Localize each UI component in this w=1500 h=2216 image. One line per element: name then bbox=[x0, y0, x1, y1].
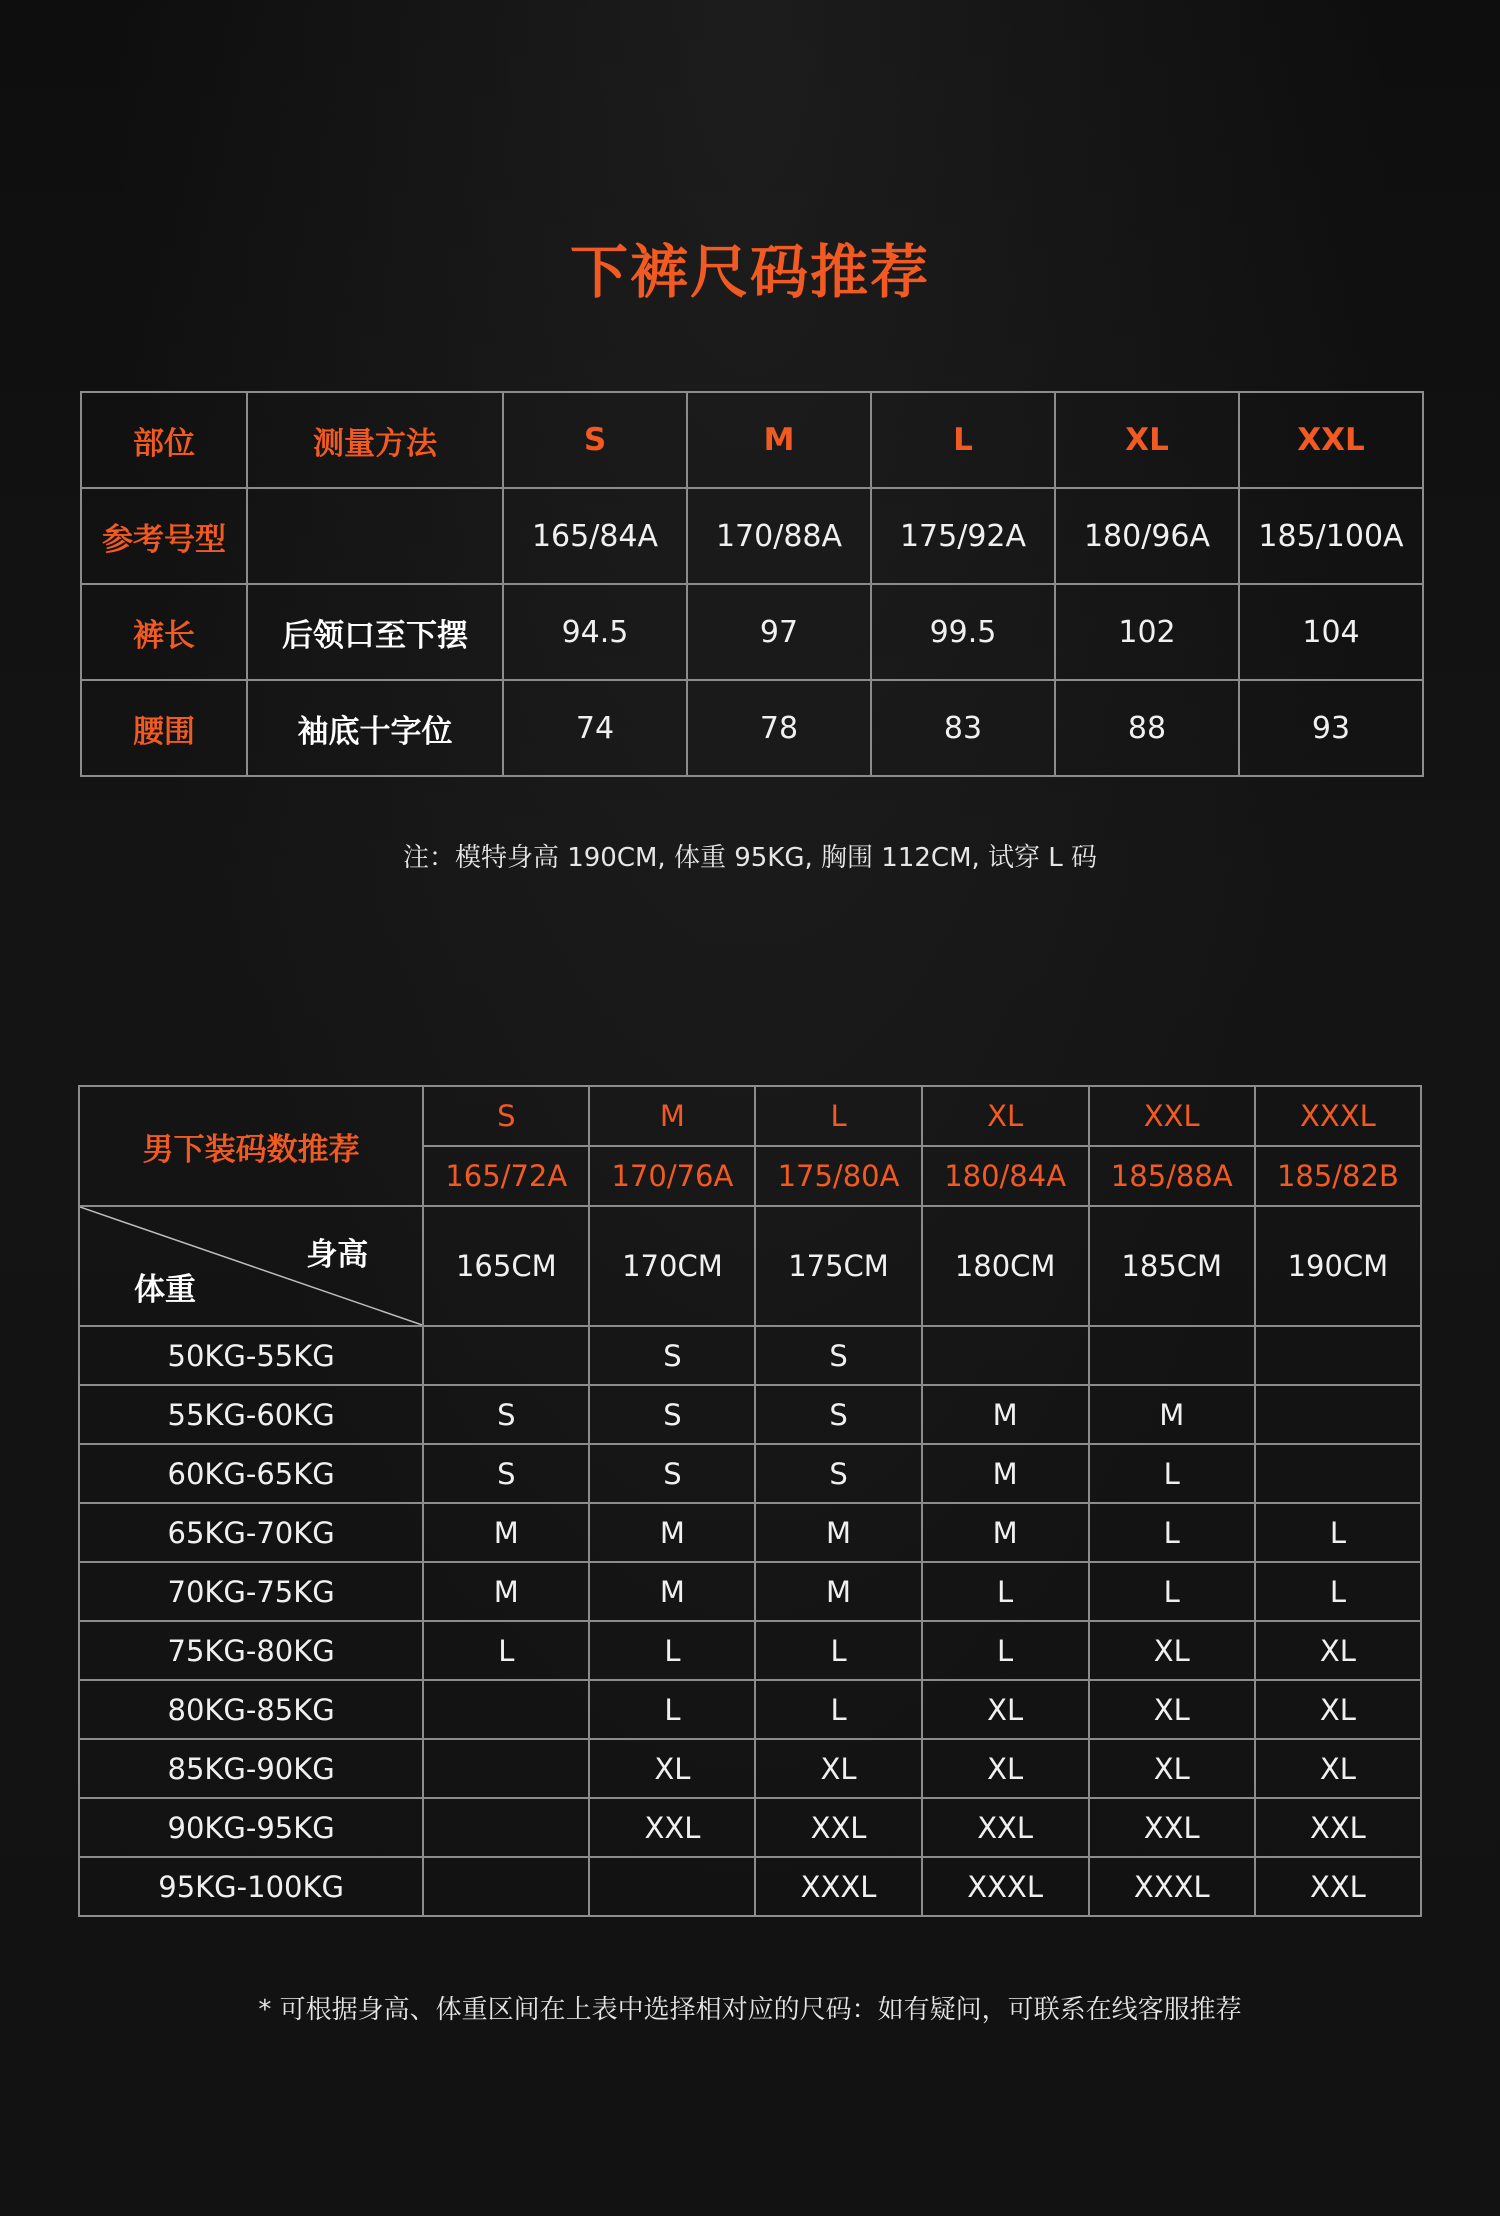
recommended-size-cell: L bbox=[1089, 1444, 1255, 1503]
table-cell: 102 bbox=[1055, 584, 1239, 680]
table-cell: 93 bbox=[1239, 680, 1423, 776]
recommend-title: 男下装码数推荐 bbox=[79, 1086, 423, 1206]
recommended-size-cell: M bbox=[922, 1444, 1089, 1503]
height-header: 180CM bbox=[922, 1206, 1089, 1326]
recommended-size-cell: S bbox=[755, 1326, 921, 1385]
recommended-size-cell: XL bbox=[589, 1739, 755, 1798]
recommended-size-cell bbox=[589, 1857, 755, 1916]
recommended-size-cell: XXL bbox=[755, 1798, 921, 1857]
height-header: 190CM bbox=[1255, 1206, 1421, 1326]
weight-range-label: 50KG-55KG bbox=[79, 1326, 423, 1385]
recommend-body bbox=[79, 1326, 1421, 1916]
weight-range-label: 95KG-100KG bbox=[79, 1857, 423, 1916]
recommended-size-cell: L bbox=[1255, 1503, 1421, 1562]
table-row bbox=[79, 1739, 1421, 1798]
code-header: 170/76A bbox=[589, 1146, 755, 1206]
recommended-size-cell: M bbox=[423, 1562, 589, 1621]
recommended-size-cell: L bbox=[922, 1621, 1089, 1680]
size-header-row bbox=[79, 1086, 1421, 1146]
table-cell: 97 bbox=[687, 584, 871, 680]
header-size: S bbox=[503, 392, 687, 488]
measurement-table bbox=[80, 391, 1424, 777]
row-label: 腰围 bbox=[81, 680, 247, 776]
header-size: L bbox=[871, 392, 1055, 488]
code-header: 185/82B bbox=[1255, 1146, 1421, 1206]
recommended-size-cell: S bbox=[755, 1444, 921, 1503]
recommended-size-cell: S bbox=[589, 1326, 755, 1385]
table-cell: 175/92A bbox=[871, 488, 1055, 584]
recommended-size-cell: M bbox=[755, 1562, 921, 1621]
recommended-size-cell: XXL bbox=[922, 1798, 1089, 1857]
recommended-size-cell: XXXL bbox=[922, 1857, 1089, 1916]
weight-range-label: 75KG-80KG bbox=[79, 1621, 423, 1680]
weight-range-label: 65KG-70KG bbox=[79, 1503, 423, 1562]
recommended-size-cell: L bbox=[589, 1621, 755, 1680]
recommended-size-cell: XXXL bbox=[755, 1857, 921, 1916]
recommended-size-cell bbox=[922, 1326, 1089, 1385]
recommended-size-cell: XL bbox=[1089, 1621, 1255, 1680]
recommended-size-cell: M bbox=[423, 1503, 589, 1562]
height-header-row bbox=[79, 1206, 1421, 1326]
recommended-size-cell: XL bbox=[1255, 1739, 1421, 1798]
row-method bbox=[247, 488, 503, 584]
recommended-size-cell: L bbox=[1089, 1562, 1255, 1621]
table-row bbox=[81, 584, 1423, 680]
table-row bbox=[81, 680, 1423, 776]
recommended-size-cell: XXL bbox=[1255, 1798, 1421, 1857]
recommended-size-cell: M bbox=[922, 1385, 1089, 1444]
recommended-size-cell bbox=[423, 1326, 589, 1385]
height-header: 170CM bbox=[589, 1206, 755, 1326]
table-row bbox=[79, 1562, 1421, 1621]
table-cell: 83 bbox=[871, 680, 1055, 776]
bottom-note: * 可根据身高、体重区间在上表中选择相对应的尺码：如有疑问，可联系在线客服推荐 bbox=[258, 1995, 1242, 2025]
code-header: 180/84A bbox=[922, 1146, 1089, 1206]
recommended-size-cell bbox=[1255, 1326, 1421, 1385]
table-cell: 78 bbox=[687, 680, 871, 776]
height-header: 185CM bbox=[1089, 1206, 1255, 1326]
table-cell: 185/100A bbox=[1239, 488, 1423, 584]
recommended-size-cell: M bbox=[1089, 1385, 1255, 1444]
recommended-size-cell: M bbox=[755, 1503, 921, 1562]
recommended-size-cell: M bbox=[589, 1562, 755, 1621]
table-row bbox=[81, 488, 1423, 584]
table-cell: 94.5 bbox=[503, 584, 687, 680]
row-label: 裤长 bbox=[81, 584, 247, 680]
row-method: 后领口至下摆 bbox=[247, 584, 503, 680]
diagonal-divider bbox=[80, 1207, 422, 1325]
weight-range-label: 70KG-75KG bbox=[79, 1562, 423, 1621]
recommended-size-cell bbox=[1255, 1444, 1421, 1503]
weight-range-label: 60KG-65KG bbox=[79, 1444, 423, 1503]
size-header: XXL bbox=[1089, 1086, 1255, 1146]
table-cell: 165/84A bbox=[503, 488, 687, 584]
size-header: S bbox=[423, 1086, 589, 1146]
weight-range-label: 80KG-85KG bbox=[79, 1680, 423, 1739]
header-size: M bbox=[687, 392, 871, 488]
table-cell: 99.5 bbox=[871, 584, 1055, 680]
recommended-size-cell: XL bbox=[922, 1739, 1089, 1798]
row-method: 袖底十字位 bbox=[247, 680, 503, 776]
recommended-size-cell: L bbox=[1255, 1562, 1421, 1621]
model-note: 注：模特身高 190CM, 体重 95KG, 胸围 112CM, 试穿 L 码 bbox=[402, 843, 1098, 873]
size-header: XL bbox=[922, 1086, 1089, 1146]
recommended-size-cell: XL bbox=[1255, 1680, 1421, 1739]
table-row bbox=[79, 1326, 1421, 1385]
page-title: 下裤尺码推荐 bbox=[569, 238, 930, 306]
table-row bbox=[79, 1444, 1421, 1503]
recommended-size-cell bbox=[1255, 1385, 1421, 1444]
recommended-size-cell: S bbox=[423, 1385, 589, 1444]
header-part: 部位 bbox=[81, 392, 247, 488]
table-row bbox=[79, 1680, 1421, 1739]
recommended-size-cell: S bbox=[755, 1385, 921, 1444]
recommended-size-cell bbox=[423, 1798, 589, 1857]
table-row bbox=[79, 1857, 1421, 1916]
weight-range-label: 55KG-60KG bbox=[79, 1385, 423, 1444]
code-header: 185/88A bbox=[1089, 1146, 1255, 1206]
recommended-size-cell: XL bbox=[755, 1739, 921, 1798]
height-header: 165CM bbox=[423, 1206, 589, 1326]
size-header: XXXL bbox=[1255, 1086, 1421, 1146]
table-row bbox=[79, 1385, 1421, 1444]
recommended-size-cell bbox=[423, 1680, 589, 1739]
recommended-size-cell: L bbox=[423, 1621, 589, 1680]
recommended-size-cell: XL bbox=[1089, 1680, 1255, 1739]
size-header: L bbox=[755, 1086, 921, 1146]
header-size: XL bbox=[1055, 392, 1239, 488]
recommended-size-cell: M bbox=[922, 1503, 1089, 1562]
table-cell: 104 bbox=[1239, 584, 1423, 680]
weight-axis-label: 体重 bbox=[134, 1272, 196, 1308]
recommended-size-cell bbox=[423, 1739, 589, 1798]
size-header: M bbox=[589, 1086, 755, 1146]
recommend-table bbox=[78, 1085, 1422, 1917]
recommended-size-cell: M bbox=[589, 1503, 755, 1562]
table-row bbox=[79, 1503, 1421, 1562]
recommended-size-cell: XL bbox=[1255, 1621, 1421, 1680]
height-header: 175CM bbox=[755, 1206, 921, 1326]
height-axis-label: 身高 bbox=[306, 1237, 369, 1273]
recommended-size-cell: XXL bbox=[1089, 1798, 1255, 1857]
recommended-size-cell: L bbox=[589, 1680, 755, 1739]
table-row bbox=[79, 1621, 1421, 1680]
code-header: 165/72A bbox=[423, 1146, 589, 1206]
table-cell: 74 bbox=[503, 680, 687, 776]
recommended-size-cell bbox=[423, 1857, 589, 1916]
recommended-size-cell: S bbox=[423, 1444, 589, 1503]
header-method: 测量方法 bbox=[247, 392, 503, 488]
weight-range-label: 90KG-95KG bbox=[79, 1798, 423, 1857]
recommended-size-cell: L bbox=[1089, 1503, 1255, 1562]
recommended-size-cell bbox=[1089, 1326, 1255, 1385]
row-label: 参考号型 bbox=[81, 488, 247, 584]
header-size: XXL bbox=[1239, 392, 1423, 488]
recommended-size-cell: L bbox=[755, 1621, 921, 1680]
recommended-size-cell: XXL bbox=[589, 1798, 755, 1857]
axis-corner-cell bbox=[79, 1206, 423, 1326]
table-cell: 88 bbox=[1055, 680, 1239, 776]
recommended-size-cell: XXXL bbox=[1089, 1857, 1255, 1916]
recommended-size-cell: XXL bbox=[1255, 1857, 1421, 1916]
recommended-size-cell: XL bbox=[922, 1680, 1089, 1739]
recommended-size-cell: S bbox=[589, 1385, 755, 1444]
measurement-header-row bbox=[81, 392, 1423, 488]
recommended-size-cell: XL bbox=[1089, 1739, 1255, 1798]
weight-range-label: 85KG-90KG bbox=[79, 1739, 423, 1798]
code-header: 175/80A bbox=[755, 1146, 921, 1206]
recommended-size-cell: S bbox=[589, 1444, 755, 1503]
table-row bbox=[79, 1798, 1421, 1857]
table-cell: 170/88A bbox=[687, 488, 871, 584]
table-cell: 180/96A bbox=[1055, 488, 1239, 584]
recommended-size-cell: L bbox=[755, 1680, 921, 1739]
recommended-size-cell: L bbox=[922, 1562, 1089, 1621]
